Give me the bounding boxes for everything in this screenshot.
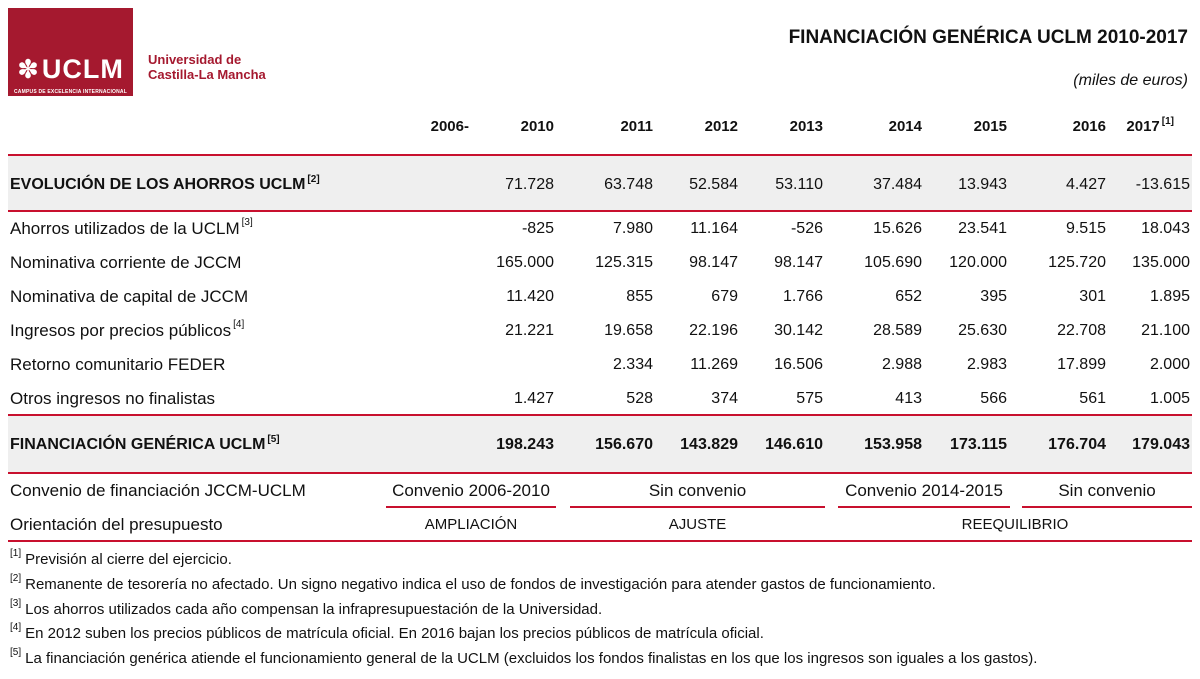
table-cell: 120.000 [949, 254, 1007, 271]
segment-divider [386, 506, 556, 508]
footnote-ref: [5] [267, 434, 280, 445]
table-cell: 22.708 [1057, 322, 1106, 339]
table-cell: 19.658 [604, 322, 653, 339]
table-cell: 22.196 [689, 322, 738, 339]
convenio-label: Convenio de financiación JCCM-UCLM [10, 481, 306, 500]
table-cell: 2.983 [966, 356, 1007, 373]
table-cell: 561 [1079, 390, 1106, 407]
divider [8, 472, 1192, 474]
table-cell: 17.899 [1057, 356, 1106, 373]
table-cell: 71.728 [505, 176, 554, 193]
table-cell: 1.766 [782, 288, 823, 305]
table-cell: 143.829 [680, 436, 738, 453]
table-cell: -13.615 [1135, 176, 1190, 193]
summary-row-label: EVOLUCIÓN DE LOS AHORROS UCLM [2] [10, 174, 320, 193]
units-note: (miles de euros) [1073, 72, 1188, 89]
table-cell: -825 [521, 220, 554, 237]
table-cell: 125.315 [595, 254, 653, 271]
uclm-logo [8, 8, 133, 96]
row-label: Nominativa corriente de JCCM [10, 253, 242, 272]
column-header: 2010 [520, 118, 554, 135]
table-cell: 374 [711, 390, 738, 407]
column-header: 2011 [620, 118, 653, 135]
table-cell: 176.704 [1048, 436, 1106, 453]
logo-tagline: CAMPUS DE EXCELENCIA INTERNACIONAL [13, 89, 127, 95]
column-header: 2016 [1072, 118, 1106, 135]
footnote-ref: [4] [233, 319, 245, 330]
orientacion-label: Orientación del presupuesto [10, 515, 223, 534]
table-cell: 98.147 [774, 254, 823, 271]
table-cell: 179.043 [1132, 436, 1190, 453]
table-cell: 2.334 [612, 356, 653, 373]
table-cell: 30.142 [774, 322, 823, 339]
footnote: [5] La financiación genérica atiende el funcionamiento general de la UCLM (excluidos los fondos finalistas en los que los ingresos son iguales a los gastos). [10, 647, 1038, 667]
column-header: 2017 [1] [1126, 116, 1174, 135]
convenio-segment: Convenio 2006-2010 [392, 481, 550, 500]
row-label: Ahorros utilizados de la UCLM [3] [10, 217, 253, 238]
column-header: 2012 [704, 118, 738, 135]
footnote: [3] Los ahorros utilizados cada año compensan la infrapresupuestación de la Universidad. [10, 598, 603, 618]
table-cell: 652 [895, 288, 922, 305]
table-cell: 153.958 [864, 436, 922, 453]
table-cell: 679 [711, 288, 738, 305]
table-cell: 146.610 [765, 436, 823, 453]
footnote-ref: [3] [241, 217, 253, 228]
table-cell: 1.427 [513, 390, 554, 407]
table-cell: 105.690 [864, 254, 922, 271]
table-cell: 11.164 [690, 220, 738, 237]
university-name-line2: Castilla-La Mancha [148, 67, 266, 82]
segment-divider [1022, 506, 1192, 508]
table-cell: 1.005 [1149, 390, 1190, 407]
logo-brand: UCLM [41, 54, 124, 84]
document-title: FINANCIACIÓN GENÉRICA UCLM 2010-2017 [788, 27, 1188, 48]
table-cell: 165.000 [496, 254, 554, 271]
convenio-segment: Sin convenio [648, 481, 747, 500]
table-cell: 25.630 [958, 322, 1007, 339]
university-name-line1: Universidad de [148, 52, 242, 67]
table-cell: 98.147 [689, 254, 738, 271]
table-cell: 21.100 [1141, 322, 1190, 339]
table-cell: 9.515 [1065, 220, 1106, 237]
column-header: 2006- [430, 118, 469, 135]
column-header: 2015 [973, 118, 1007, 135]
table-cell: 18.043 [1141, 220, 1190, 237]
row-label: Nominativa de capital de JCCM [10, 287, 249, 306]
table-cell: 575 [796, 390, 823, 407]
table-cell: 125.720 [1048, 254, 1106, 271]
orientacion-segment: AMPLIACIÓN [424, 516, 518, 533]
table-cell: 2.988 [881, 356, 922, 373]
segment-divider [838, 506, 1010, 508]
table-cell: 63.748 [604, 176, 653, 193]
table-cell: 52.584 [689, 176, 738, 193]
table-cell: 2.000 [1149, 356, 1190, 373]
footnote-ref: [2] [307, 174, 320, 185]
table-cell: 13.943 [958, 176, 1007, 193]
divider [8, 210, 1192, 212]
table-cell: 156.670 [595, 436, 653, 453]
table-cell: 1.895 [1149, 288, 1190, 305]
footnote: [2] Remanente de tesorería no afectado. Un signo negativo indica el uso de fondos de investigación para atender gastos de funcionamiento. [10, 573, 936, 593]
row-label: Ingresos por precios públicos [4] [10, 319, 245, 340]
column-header: 2014 [888, 118, 922, 135]
convenio-segment: Convenio 2014-2015 [845, 481, 1003, 500]
table-cell: 4.427 [1065, 176, 1106, 193]
table-cell: -526 [790, 220, 823, 237]
total-row-label: FINANCIACIÓN GENÉRICA UCLM [5] [10, 434, 280, 453]
table-cell: 301 [1079, 288, 1106, 305]
divider [8, 540, 1192, 542]
table-cell: 528 [626, 390, 653, 407]
footnote-ref: [1] [1161, 116, 1174, 127]
segment-divider [570, 506, 825, 508]
table-cell: 16.506 [774, 356, 823, 373]
table-cell: 173.115 [950, 436, 1007, 453]
table-cell: 53.110 [775, 176, 823, 193]
university-name [148, 52, 266, 82]
table-cell: 566 [980, 390, 1007, 407]
table-cell: 11.269 [690, 356, 738, 373]
table-cell: 37.484 [873, 176, 922, 193]
table-cell: 135.000 [1132, 254, 1190, 271]
row-label: Otros ingresos no finalistas [10, 389, 216, 408]
table-cell: 198.243 [496, 436, 554, 453]
footnote: [4] En 2012 suben los precios públicos de matrícula oficial. En 2016 bajan los precios públicos de matrícula oficial. [10, 622, 764, 642]
convenio-segment: Sin convenio [1058, 481, 1156, 500]
column-header: 2013 [789, 118, 823, 135]
uclm-emblem-icon: ✽ [17, 54, 40, 84]
table-cell: 28.589 [873, 322, 922, 339]
table-cell: 21.221 [505, 322, 554, 339]
table-cell: 11.420 [506, 288, 554, 305]
footnote: [1] Previsión al cierre del ejercicio. [10, 548, 232, 568]
row-label: Retorno comunitario FEDER [10, 355, 226, 374]
table-cell: 395 [980, 288, 1007, 305]
table-cell: 413 [895, 390, 922, 407]
orientacion-segment: AJUSTE [668, 516, 727, 533]
table-cell: 23.541 [958, 220, 1007, 237]
table-cell: 855 [626, 288, 653, 305]
table-cell: 7.980 [612, 220, 653, 237]
table-cell: 15.626 [873, 220, 922, 237]
orientacion-segment: REEQUILIBRIO [961, 516, 1069, 533]
